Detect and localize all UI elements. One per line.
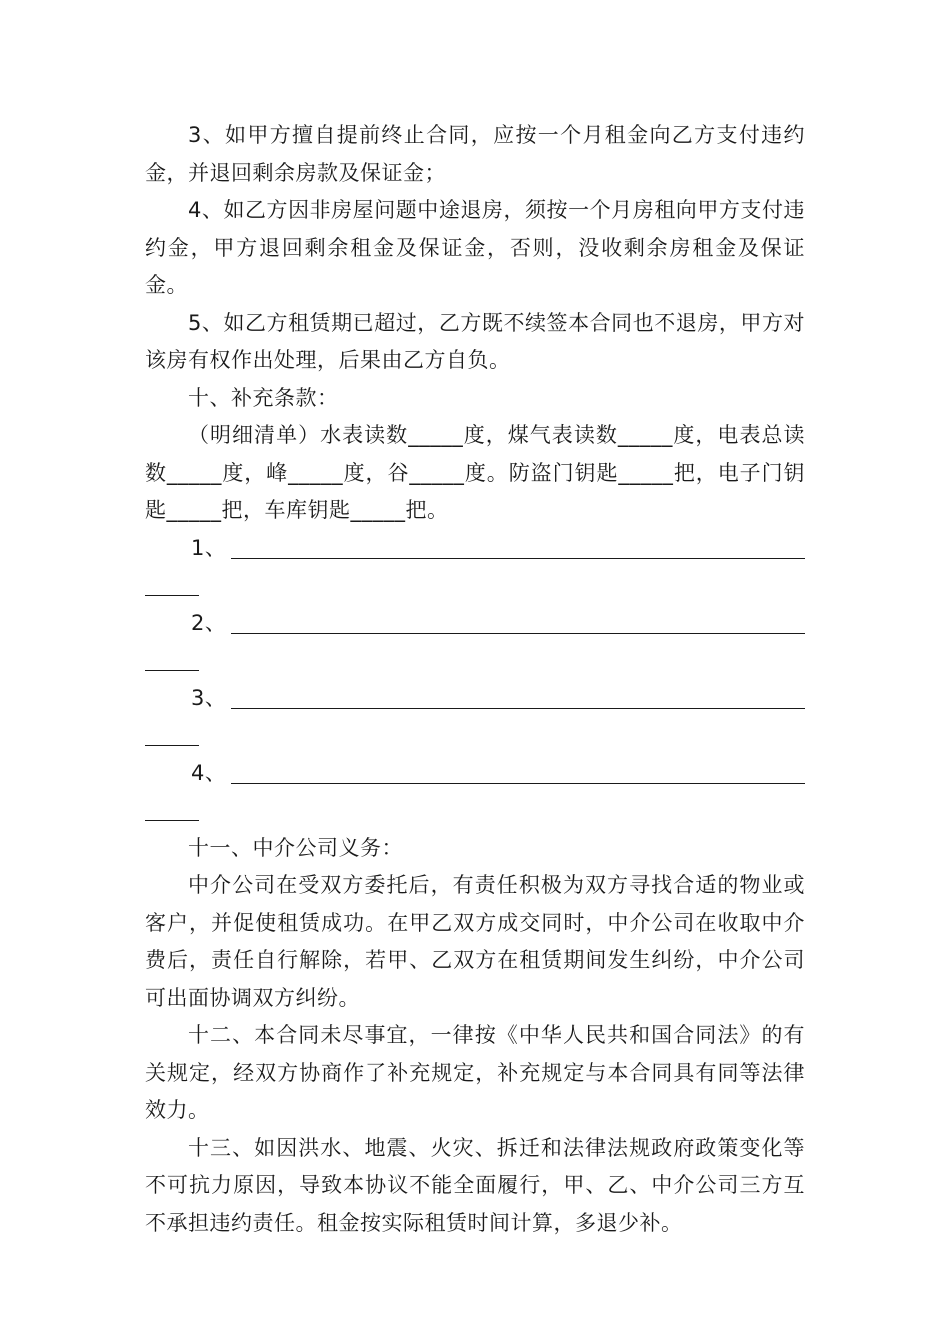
- blank-line-continuation: [145, 820, 199, 821]
- blank-line: [231, 708, 805, 709]
- document-page: [145, 117, 805, 1242]
- item-number: 1、: [191, 535, 227, 560]
- section-13-force-majeure: 十三、如因洪水、地震、火灾、拆迁和法律法规政府政策变化等不可抗力原因，导致本协议不能全面履行，甲、乙、中介公司三方互不承担违约责任。租金按实际租赁时间计算，多退少补。: [145, 1135, 805, 1235]
- section-11-heading: 十一、中介公司义务：: [188, 835, 403, 860]
- item-number: 4、: [191, 760, 227, 785]
- agency-obligations: 中介公司在受双方委托后，有责任积极为双方寻找合适的物业或客户，并促使租赁成功。在甲乙双方成交同时，中介公司在收取中介费后，责任自行解除，若甲、乙双方在租赁期间发生纠纷，中介公司可出面协调双方纠纷。: [145, 873, 805, 1010]
- supplementary-item-2: [145, 605, 805, 680]
- inventory-details: （明细清单）水表读数_____度，煤气表读数_____度，电表总读数_____度，峰_____度，谷_____度。防盗门钥匙_____把，电子门钥匙_____把，车库钥匙_____把。: [145, 423, 805, 522]
- section-10-heading: 十、补充条款：: [188, 385, 339, 410]
- blank-line-continuation: [145, 595, 199, 596]
- supplementary-item-3: [145, 680, 805, 755]
- clause-4-early-termination-tenant: 4、如乙方因非房屋问题中途退房，须按一个月房租向甲方支付违约金，甲方退回剩余租金及保证金，否则，没收剩余房租金及保证金。: [145, 198, 805, 297]
- clause-5-overdue-lease: 5、如乙方租赁期已超过，乙方既不续签本合同也不退房，甲方对该房有权作出处理，后果由乙方自负。: [145, 310, 805, 372]
- blank-line: [231, 783, 805, 784]
- supplementary-item-1: [145, 530, 805, 605]
- blank-line-continuation: [145, 745, 199, 746]
- item-number: 3、: [191, 685, 227, 710]
- blank-line: [231, 558, 805, 559]
- section-12-unresolved-matters: 十二、本合同未尽事宜，一律按《中华人民共和国合同法》的有关规定，经双方协商作了补充规定，补充规定与本合同具有同等法律效力。: [145, 1023, 805, 1122]
- blank-line-continuation: [145, 670, 199, 671]
- clause-3-early-termination-landlord: 3、如甲方擅自提前终止合同，应按一个月租金向乙方支付违约金，并退回剩余房款及保证金；: [145, 123, 805, 185]
- item-number: 2、: [191, 610, 227, 635]
- blank-line: [231, 633, 805, 634]
- supplementary-item-4: [145, 755, 805, 830]
